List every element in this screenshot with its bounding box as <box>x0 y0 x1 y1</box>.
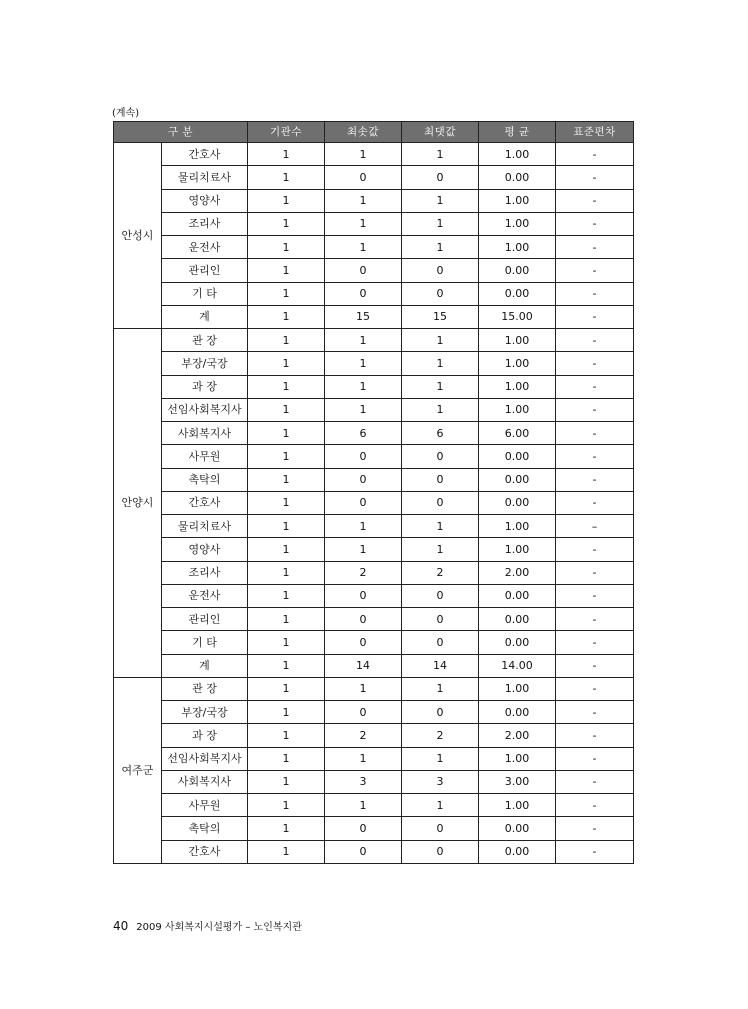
min-cell: 2 <box>325 561 402 584</box>
continued-label: (계속) <box>112 108 140 119</box>
institution-count-cell: 1 <box>248 770 325 793</box>
stddev-cell: – <box>556 515 634 538</box>
max-cell: 1 <box>402 375 479 398</box>
position-cell: 기 타 <box>162 282 248 305</box>
institution-count-cell: 1 <box>248 677 325 700</box>
stddev-cell: - <box>556 747 634 770</box>
institution-count-cell: 1 <box>248 282 325 305</box>
institution-count-cell: 1 <box>248 584 325 607</box>
min-cell: 14 <box>325 654 402 677</box>
position-cell: 관리인 <box>162 608 248 631</box>
table-row <box>114 305 634 328</box>
mean-cell: 0.00 <box>479 701 556 724</box>
table-row <box>114 166 634 189</box>
header-category: 구 분 <box>114 122 248 143</box>
footer-title: 2009 사회복지시설평가 – 노인복지관 <box>136 922 302 933</box>
stddev-cell: - <box>556 491 634 514</box>
position-cell: 영양사 <box>162 189 248 212</box>
min-cell: 1 <box>325 375 402 398</box>
institution-count-cell: 1 <box>248 608 325 631</box>
stddev-cell: - <box>556 538 634 561</box>
page-number: 40 <box>113 919 129 933</box>
position-cell: 부장/국장 <box>162 352 248 375</box>
table-row <box>114 329 634 352</box>
min-cell: 1 <box>325 515 402 538</box>
max-cell: 0 <box>402 259 479 282</box>
table-row <box>114 654 634 677</box>
mean-cell: 1.00 <box>479 538 556 561</box>
max-cell: 0 <box>402 584 479 607</box>
stddev-cell: - <box>556 584 634 607</box>
position-cell: 과 장 <box>162 375 248 398</box>
position-cell: 간호사 <box>162 840 248 863</box>
institution-count-cell: 1 <box>248 398 325 421</box>
mean-cell: 1.00 <box>479 375 556 398</box>
stddev-cell: - <box>556 794 634 817</box>
max-cell: 1 <box>402 515 479 538</box>
mean-cell: 0.00 <box>479 166 556 189</box>
mean-cell: 3.00 <box>479 770 556 793</box>
max-cell: 1 <box>402 329 479 352</box>
min-cell: 3 <box>325 770 402 793</box>
stddev-cell: - <box>556 631 634 654</box>
max-cell: 0 <box>402 608 479 631</box>
min-cell: 0 <box>325 584 402 607</box>
institution-count-cell: 1 <box>248 538 325 561</box>
max-cell: 1 <box>402 794 479 817</box>
stddev-cell: - <box>556 166 634 189</box>
min-cell: 1 <box>325 329 402 352</box>
stddev-cell: - <box>556 561 634 584</box>
max-cell: 2 <box>402 561 479 584</box>
max-cell: 1 <box>402 189 479 212</box>
mean-cell: 0.00 <box>479 840 556 863</box>
mean-cell: 1.00 <box>479 794 556 817</box>
table-row <box>114 445 634 468</box>
position-cell: 사무원 <box>162 445 248 468</box>
min-cell: 1 <box>325 794 402 817</box>
max-cell: 1 <box>402 538 479 561</box>
min-cell: 15 <box>325 305 402 328</box>
table-header-row <box>114 122 634 143</box>
mean-cell: 1.00 <box>479 236 556 259</box>
max-cell: 0 <box>402 631 479 654</box>
table-row <box>114 515 634 538</box>
position-cell: 촉탁의 <box>162 817 248 840</box>
stddev-cell: - <box>556 817 634 840</box>
stddev-cell: - <box>556 305 634 328</box>
min-cell: 0 <box>325 468 402 491</box>
min-cell: 1 <box>325 189 402 212</box>
position-cell: 기 타 <box>162 631 248 654</box>
min-cell: 0 <box>325 259 402 282</box>
region-cell: 여주군 <box>114 677 162 863</box>
institution-count-cell: 1 <box>248 422 325 445</box>
mean-cell: 0.00 <box>479 631 556 654</box>
stddev-cell: - <box>556 189 634 212</box>
table-body <box>114 143 634 864</box>
min-cell: 1 <box>325 352 402 375</box>
min-cell: 6 <box>325 422 402 445</box>
min-cell: 0 <box>325 631 402 654</box>
mean-cell: 1.00 <box>479 189 556 212</box>
max-cell: 0 <box>402 282 479 305</box>
position-cell: 운전사 <box>162 584 248 607</box>
min-cell: 0 <box>325 608 402 631</box>
mean-cell: 1.00 <box>479 515 556 538</box>
institution-count-cell: 1 <box>248 747 325 770</box>
institution-count-cell: 1 <box>248 654 325 677</box>
institution-count-cell: 1 <box>248 143 325 166</box>
table-row <box>114 468 634 491</box>
mean-cell: 1.00 <box>479 329 556 352</box>
table-row <box>114 352 634 375</box>
institution-count-cell: 1 <box>248 515 325 538</box>
institution-count-cell: 1 <box>248 724 325 747</box>
institution-count-cell: 1 <box>248 189 325 212</box>
position-cell: 촉탁의 <box>162 468 248 491</box>
max-cell: 0 <box>402 491 479 514</box>
stddev-cell: - <box>556 329 634 352</box>
max-cell: 1 <box>402 143 479 166</box>
table-row <box>114 747 634 770</box>
max-cell: 0 <box>402 445 479 468</box>
stddev-cell: - <box>556 422 634 445</box>
mean-cell: 1.00 <box>479 398 556 421</box>
min-cell: 1 <box>325 236 402 259</box>
table-row <box>114 143 634 166</box>
min-cell: 1 <box>325 538 402 561</box>
position-cell: 선임사회복지사 <box>162 747 248 770</box>
header-max: 최댓값 <box>402 122 479 143</box>
mean-cell: 0.00 <box>479 468 556 491</box>
max-cell: 0 <box>402 840 479 863</box>
stddev-cell: - <box>556 701 634 724</box>
region-cell: 안성시 <box>114 143 162 329</box>
max-cell: 14 <box>402 654 479 677</box>
table-row <box>114 259 634 282</box>
table-row <box>114 282 634 305</box>
position-cell: 관 장 <box>162 329 248 352</box>
institution-count-cell: 1 <box>248 794 325 817</box>
table-row <box>114 212 634 235</box>
position-cell: 영양사 <box>162 538 248 561</box>
mean-cell: 0.00 <box>479 608 556 631</box>
mean-cell: 2.00 <box>479 561 556 584</box>
position-cell: 과 장 <box>162 724 248 747</box>
min-cell: 0 <box>325 166 402 189</box>
table-row <box>114 794 634 817</box>
min-cell: 2 <box>325 724 402 747</box>
position-cell: 간호사 <box>162 491 248 514</box>
mean-cell: 0.00 <box>479 282 556 305</box>
stddev-cell: - <box>556 654 634 677</box>
stddev-cell: - <box>556 724 634 747</box>
mean-cell: 0.00 <box>479 491 556 514</box>
position-cell: 관리인 <box>162 259 248 282</box>
max-cell: 3 <box>402 770 479 793</box>
position-cell: 물리치료사 <box>162 515 248 538</box>
table-row <box>114 422 634 445</box>
max-cell: 1 <box>402 398 479 421</box>
stddev-cell: - <box>556 259 634 282</box>
mean-cell: 1.00 <box>479 143 556 166</box>
table-row <box>114 538 634 561</box>
table-row <box>114 724 634 747</box>
position-cell: 물리치료사 <box>162 166 248 189</box>
institution-count-cell: 1 <box>248 212 325 235</box>
mean-cell: 14.00 <box>479 654 556 677</box>
table-row <box>114 398 634 421</box>
table-row <box>114 770 634 793</box>
region-cell: 안양시 <box>114 329 162 678</box>
position-cell: 운전사 <box>162 236 248 259</box>
min-cell: 1 <box>325 212 402 235</box>
mean-cell: 2.00 <box>479 724 556 747</box>
position-cell: 계 <box>162 305 248 328</box>
institution-count-cell: 1 <box>248 840 325 863</box>
stddev-cell: - <box>556 468 634 491</box>
institution-count-cell: 1 <box>248 491 325 514</box>
institution-count-cell: 1 <box>248 445 325 468</box>
max-cell: 0 <box>402 701 479 724</box>
table-row <box>114 701 634 724</box>
table-row <box>114 631 634 654</box>
institution-count-cell: 1 <box>248 236 325 259</box>
min-cell: 0 <box>325 491 402 514</box>
position-cell: 사무원 <box>162 794 248 817</box>
stddev-cell: - <box>556 282 634 305</box>
mean-cell: 1.00 <box>479 352 556 375</box>
stddev-cell: - <box>556 236 634 259</box>
stddev-cell: - <box>556 840 634 863</box>
max-cell: 1 <box>402 212 479 235</box>
max-cell: 0 <box>402 166 479 189</box>
max-cell: 6 <box>402 422 479 445</box>
position-cell: 부장/국장 <box>162 701 248 724</box>
table-row <box>114 236 634 259</box>
table-row <box>114 584 634 607</box>
mean-cell: 1.00 <box>479 747 556 770</box>
max-cell: 1 <box>402 236 479 259</box>
institution-count-cell: 1 <box>248 468 325 491</box>
min-cell: 1 <box>325 398 402 421</box>
stddev-cell: - <box>556 445 634 468</box>
mean-cell: 0.00 <box>479 584 556 607</box>
min-cell: 1 <box>325 747 402 770</box>
table-row <box>114 840 634 863</box>
position-cell: 조리사 <box>162 561 248 584</box>
table-row <box>114 817 634 840</box>
stddev-cell: - <box>556 212 634 235</box>
stddev-cell: - <box>556 375 634 398</box>
header-min: 최솟값 <box>325 122 402 143</box>
institution-count-cell: 1 <box>248 259 325 282</box>
mean-cell: 6.00 <box>479 422 556 445</box>
min-cell: 1 <box>325 143 402 166</box>
stddev-cell: - <box>556 770 634 793</box>
table-row <box>114 375 634 398</box>
position-cell: 선임사회복지사 <box>162 398 248 421</box>
max-cell: 0 <box>402 817 479 840</box>
stddev-cell: - <box>556 677 634 700</box>
table-row <box>114 677 634 700</box>
stddev-cell: - <box>556 143 634 166</box>
mean-cell: 0.00 <box>479 259 556 282</box>
position-cell: 계 <box>162 654 248 677</box>
min-cell: 0 <box>325 817 402 840</box>
institution-count-cell: 1 <box>248 166 325 189</box>
institution-count-cell: 1 <box>248 375 325 398</box>
mean-cell: 1.00 <box>479 677 556 700</box>
min-cell: 0 <box>325 282 402 305</box>
position-cell: 조리사 <box>162 212 248 235</box>
table-row <box>114 189 634 212</box>
mean-cell: 15.00 <box>479 305 556 328</box>
statistics-table <box>113 121 634 864</box>
position-cell: 사회복지사 <box>162 770 248 793</box>
table-row <box>114 561 634 584</box>
max-cell: 0 <box>402 468 479 491</box>
header-institution-count: 기관수 <box>248 122 325 143</box>
header-stddev: 표준편차 <box>556 122 634 143</box>
institution-count-cell: 1 <box>248 352 325 375</box>
stddev-cell: - <box>556 608 634 631</box>
table-row <box>114 491 634 514</box>
min-cell: 0 <box>325 840 402 863</box>
max-cell: 1 <box>402 677 479 700</box>
page-footer <box>113 918 302 933</box>
institution-count-cell: 1 <box>248 561 325 584</box>
min-cell: 1 <box>325 677 402 700</box>
max-cell: 15 <box>402 305 479 328</box>
position-cell: 간호사 <box>162 143 248 166</box>
max-cell: 1 <box>402 747 479 770</box>
min-cell: 0 <box>325 445 402 468</box>
min-cell: 0 <box>325 701 402 724</box>
stddev-cell: - <box>556 398 634 421</box>
header-mean: 평 균 <box>479 122 556 143</box>
mean-cell: 0.00 <box>479 817 556 840</box>
mean-cell: 1.00 <box>479 212 556 235</box>
max-cell: 1 <box>402 352 479 375</box>
position-cell: 사회복지사 <box>162 422 248 445</box>
institution-count-cell: 1 <box>248 329 325 352</box>
stddev-cell: - <box>556 352 634 375</box>
institution-count-cell: 1 <box>248 305 325 328</box>
mean-cell: 0.00 <box>479 445 556 468</box>
institution-count-cell: 1 <box>248 631 325 654</box>
institution-count-cell: 1 <box>248 701 325 724</box>
position-cell: 관 장 <box>162 677 248 700</box>
institution-count-cell: 1 <box>248 817 325 840</box>
table-row <box>114 608 634 631</box>
max-cell: 2 <box>402 724 479 747</box>
